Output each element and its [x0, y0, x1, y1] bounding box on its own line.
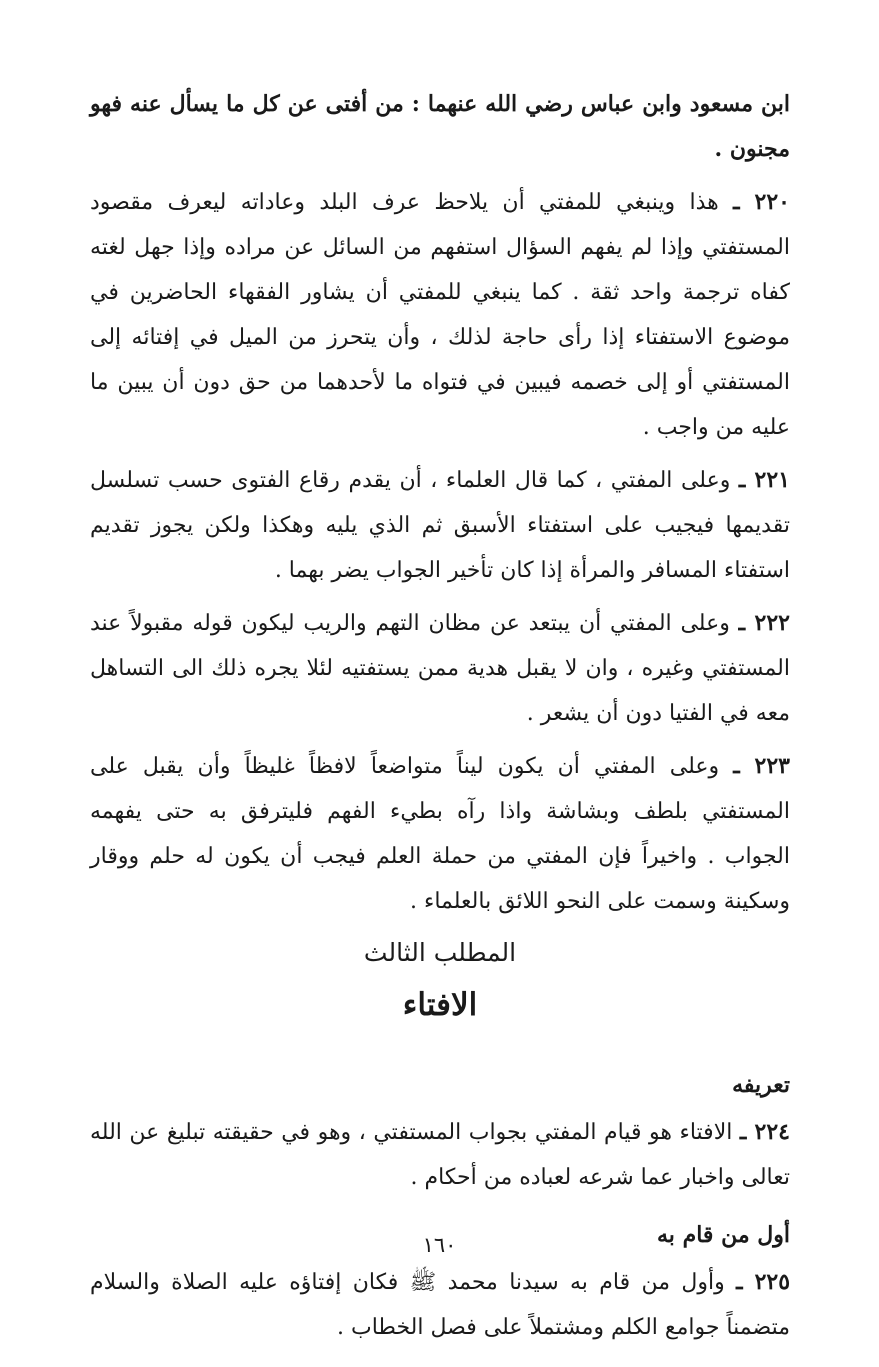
paragraph-text: وعلى المفتي أن يبتعد عن مظان التهم والريب ليكون قوله مقبولاً عند المستفتي وغيره ، وان لا يقبل هدية ممن يستفتيه لئلا يجره ذلك الى التساهل معه في الفتيا دون أن يشعر . — [90, 611, 790, 726]
section-heading: المطلب الثالث — [363, 938, 517, 967]
opening-paragraph — [90, 82, 790, 172]
paragraph-222 — [90, 601, 790, 736]
paragraph-text: وعلى المفتي أن يكون ليناً متواضعاً لافظاً غليظاً وأن يقبل على المستفتي بلطف وبشاشة واذا رآه بطيء الفهم فليترفق به حتى يفهمه الجواب . واخيراً فإن المفتي من حملة العلم فيجب أن يكون له حلم ووقار وسكينة وسمت على النحو اللائق بالعلماء . — [90, 754, 790, 914]
paragraph-220 — [90, 180, 790, 450]
subsection-heading-definition: تعريفه — [732, 1072, 790, 1098]
paragraph-text: هذا وينبغي للمفتي أن يلاحظ عرف البلد وعاداته ليعرف مقصود المستفتي وإذا لم يفهم السؤال استفهم من السائل عن مراده وإذا جهل لغته كفاه ترجمة واحد ثقة . كما ينبغي للمفتي أن يشاور الفقهاء الحاضرين في موضوع الاستفتاء إذا رأى حاجة لذلك ، وأن يتحرز من الميل في إفتائه إلى المستفتي أو إلى خصمه فيبين في فتواه ما لأحدهما من حق دون أن يبين ما عليه من واجب . — [90, 190, 790, 440]
paragraph-text: وأول من قام به سيدنا محمد ﷺ فكان إفتاؤه عليه الصلاة والسلام متضمناً جوامع الكلم ومشتملاً على فصل الخطاب . — [90, 1270, 790, 1340]
paragraph-number: ٢٢٢ ـ — [738, 610, 790, 636]
paragraph-text: الافتاء هو قيام المفتي بجواب المستفتي ، وهو في حقيقته تبليغ عن الله تعالى واخبار عما شرعه لعباده من أحكام . — [90, 1120, 790, 1190]
paragraph-number: ٢٢٥ ـ — [736, 1269, 791, 1295]
paragraph-225 — [90, 1260, 790, 1350]
page-body — [90, 82, 790, 1358]
paragraph-221 — [90, 458, 790, 593]
paragraph-text: وعلى المفتي ، كما قال العلماء ، أن يقدم رقاع الفتوى حسب تسلسل تقديمها فيجيب على استفتاء الأسبق ثم الذي يليه وهكذا ولكن يجوز تقديم استفتاء المسافر والمرأة إذا كان تأخير الجواب يضر بهما . — [90, 468, 790, 583]
opening-paragraph-text: ابن مسعود وابن عباس رضي الله عنهما : من أفتى عن كل ما يسأل عنه فهو مجنون . — [90, 91, 790, 162]
page-number: ١٦٠ — [422, 1233, 457, 1257]
section-title: الافتاء — [402, 987, 478, 1023]
paragraph-224 — [90, 1110, 790, 1200]
subsection-heading-first: أول من قام به — [657, 1222, 790, 1248]
paragraph-223 — [90, 744, 790, 924]
paragraph-number: ٢٢٤ ـ — [739, 1119, 790, 1145]
paragraph-number: ٢٢٠ ـ — [733, 189, 790, 215]
paragraph-number: ٢٢١ ـ — [738, 467, 790, 493]
paragraph-number: ٢٢٣ ـ — [733, 753, 790, 779]
